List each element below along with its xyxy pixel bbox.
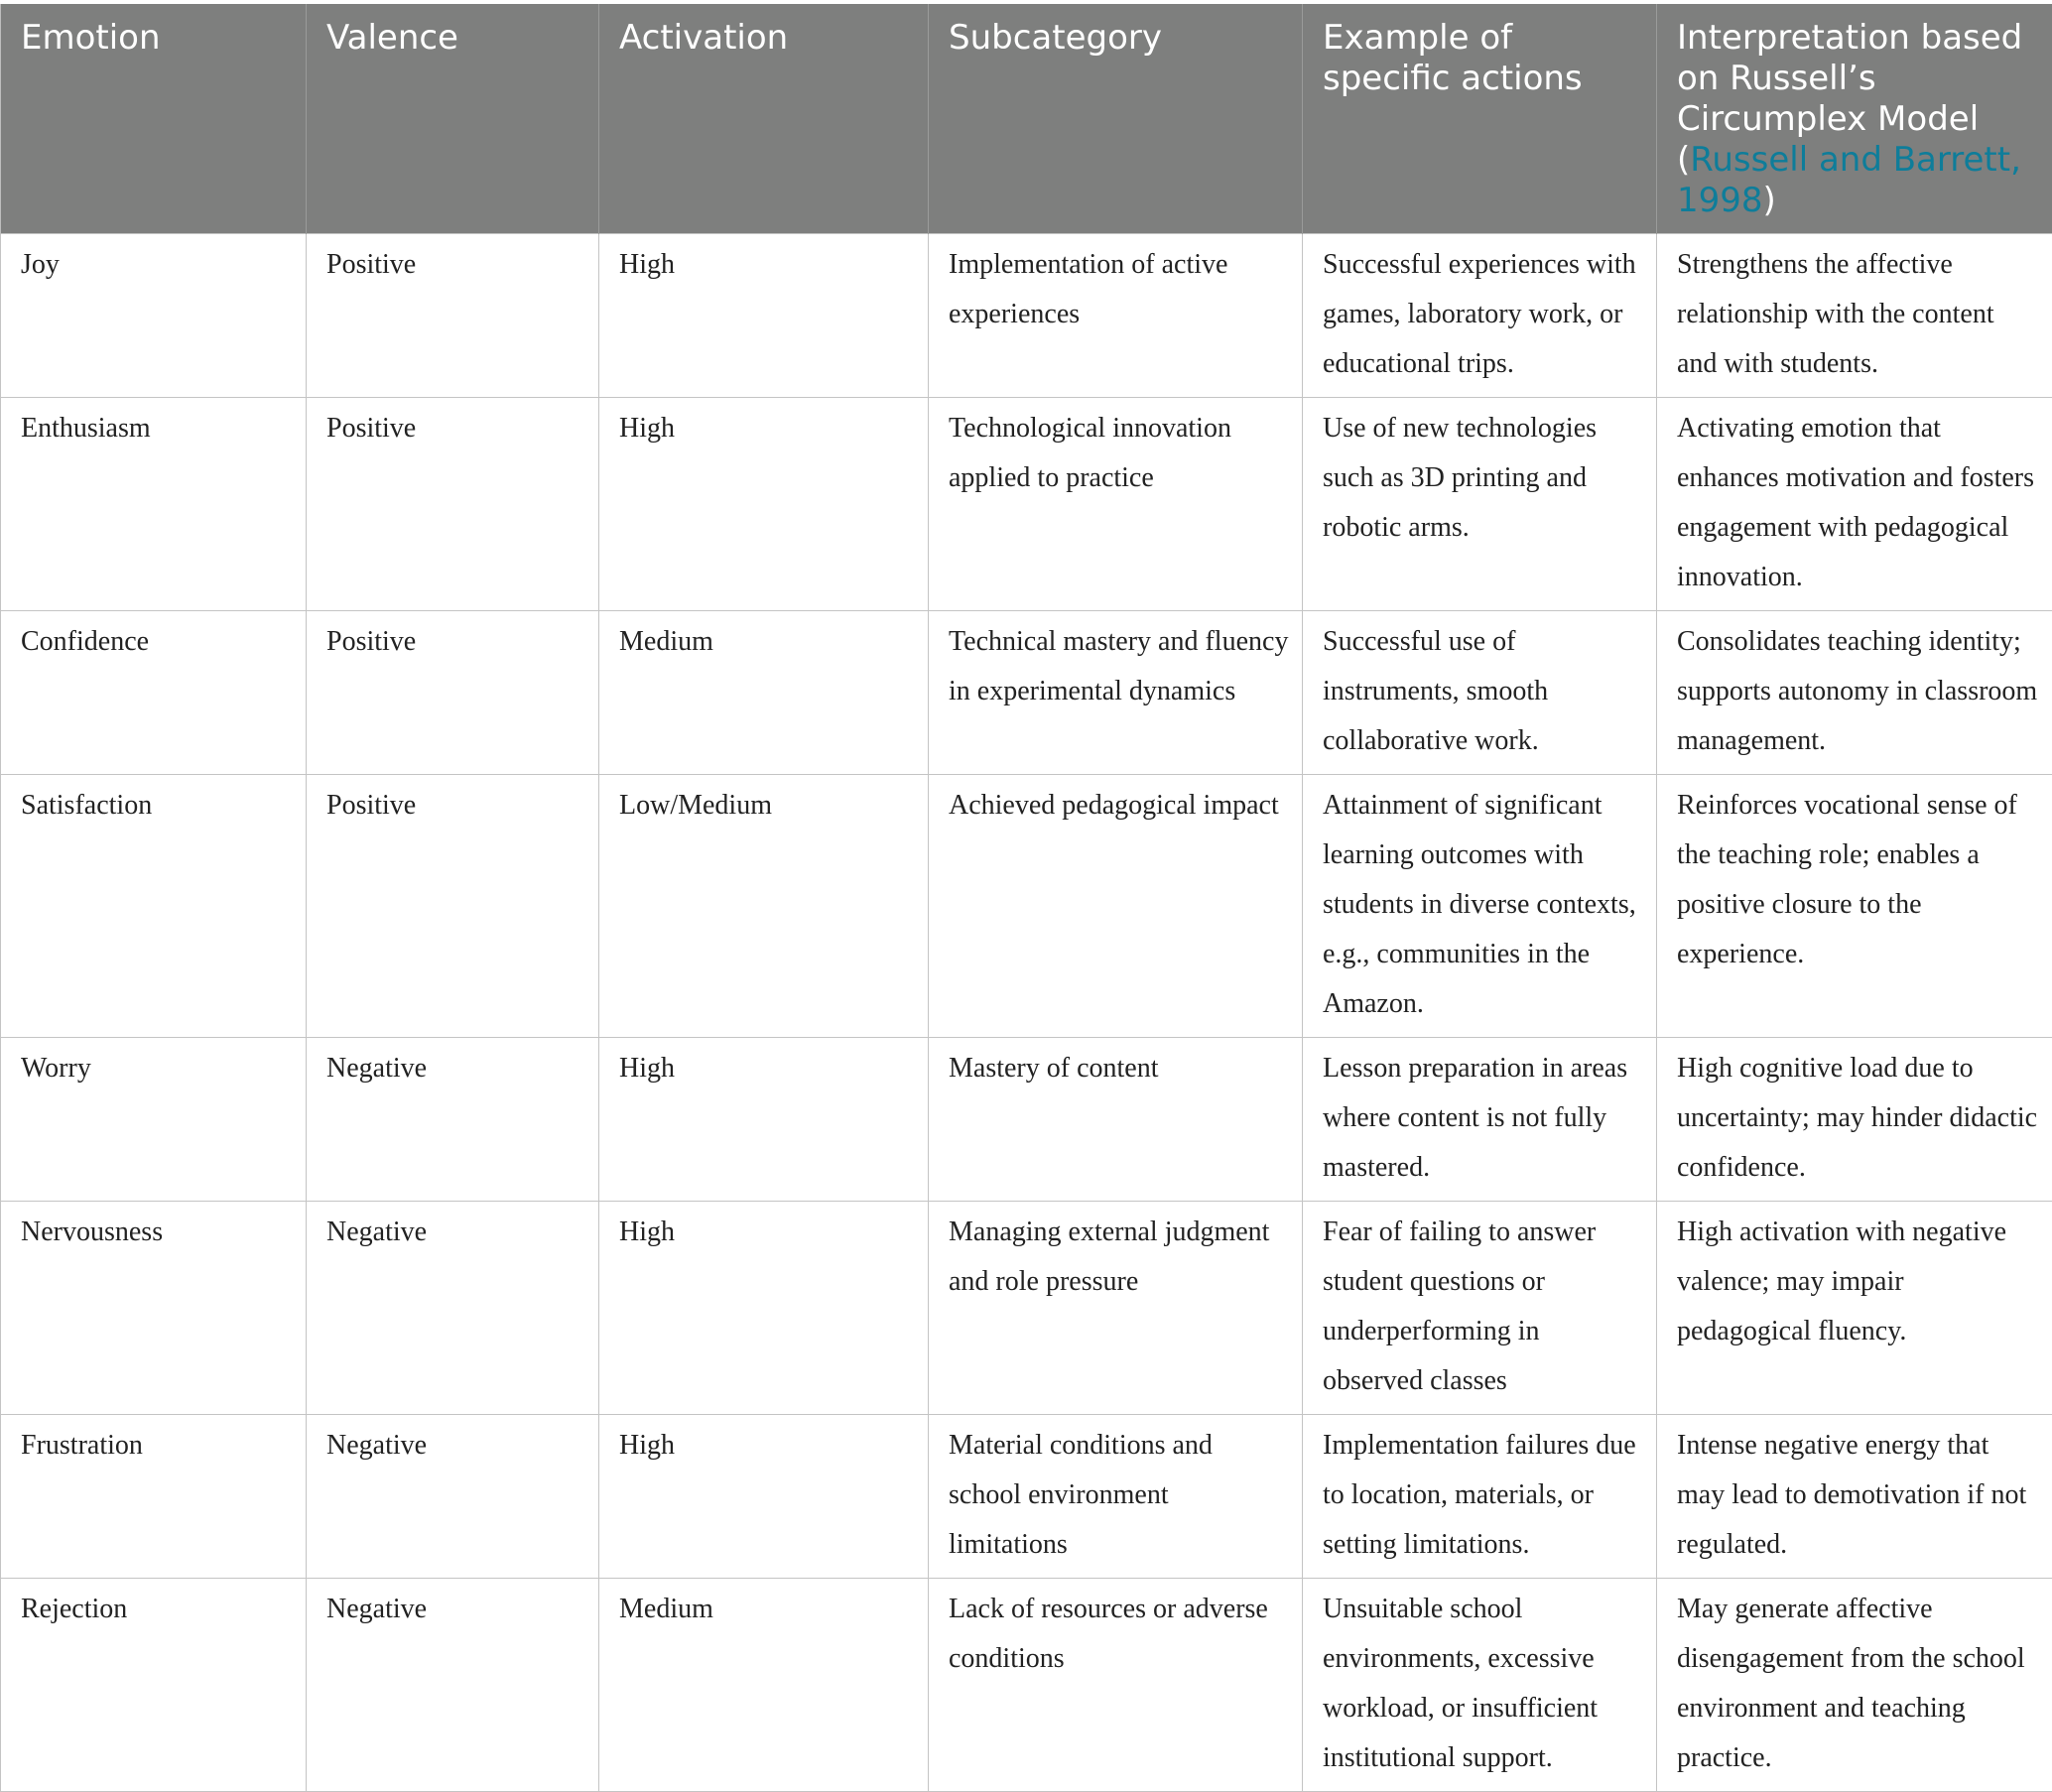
cell-subcategory: Technological innovation applied to practice	[929, 398, 1303, 611]
table-row	[1, 1579, 2052, 1792]
table-row	[1, 1038, 2052, 1202]
table-row	[1, 775, 2052, 1038]
cell-valence: Negative	[307, 1415, 599, 1579]
cell-activation: Low/Medium	[599, 775, 929, 1038]
cell-example: Lesson preparation in areas where content is not fully mastered.	[1303, 1038, 1657, 1202]
cell-interpretation: Intense negative energy that may lead to demotivation if not regulated.	[1657, 1415, 2052, 1579]
cell-example: Unsuitable school environments, excessive workload, or insufficient institutional support.	[1303, 1579, 1657, 1792]
header-example: Example of specific actions	[1303, 4, 1657, 234]
cell-subcategory: Technical mastery and fluency in experimental dynamics	[929, 611, 1303, 775]
cell-interpretation: Activating emotion that enhances motivation and fosters engagement with pedagogical innovation.	[1657, 398, 2052, 611]
cell-valence: Positive	[307, 398, 599, 611]
cell-emotion: Satisfaction	[1, 775, 307, 1038]
cell-example: Fear of failing to answer student questions or underperforming in observed classes	[1303, 1202, 1657, 1415]
cell-activation: Medium	[599, 1579, 929, 1792]
table-body	[1, 234, 2052, 1792]
cell-subcategory: Managing external judgment and role pressure	[929, 1202, 1303, 1415]
table-row	[1, 234, 2052, 398]
header-valence: Valence	[307, 4, 599, 234]
citation-link[interactable]: Russell and Barrett, 1998	[1677, 140, 2021, 220]
cell-emotion: Worry	[1, 1038, 307, 1202]
header-emotion: Emotion	[1, 4, 307, 234]
cell-valence: Positive	[307, 611, 599, 775]
cell-interpretation: High cognitive load due to uncertainty; may hinder didactic confidence.	[1657, 1038, 2052, 1202]
cell-valence: Negative	[307, 1202, 599, 1415]
emotions-table	[0, 4, 2052, 1792]
cell-subcategory: Mastery of content	[929, 1038, 1303, 1202]
table-row	[1, 398, 2052, 611]
header-interpretation-text: Interpretation based on Russell’s Circumplex Model (	[1677, 18, 2022, 180]
table-row	[1, 1202, 2052, 1415]
cell-example: Use of new technologies such as 3D printing and robotic arms.	[1303, 398, 1657, 611]
cell-emotion: Frustration	[1, 1415, 307, 1579]
cell-subcategory: Implementation of active experiences	[929, 234, 1303, 398]
header-subcategory: Subcategory	[929, 4, 1303, 234]
header-activation: Activation	[599, 4, 929, 234]
cell-activation: High	[599, 234, 929, 398]
cell-subcategory: Material conditions and school environment limitations	[929, 1415, 1303, 1579]
cell-example: Implementation failures due to location, materials, or setting limitations.	[1303, 1415, 1657, 1579]
table-row	[1, 1415, 2052, 1579]
cell-valence: Positive	[307, 234, 599, 398]
cell-subcategory: Lack of resources or adverse conditions	[929, 1579, 1303, 1792]
cell-valence: Positive	[307, 775, 599, 1038]
cell-interpretation: Reinforces vocational sense of the teaching role; enables a positive closure to the experience.	[1657, 775, 2052, 1038]
cell-interpretation: May generate affective disengagement from the school environment and teaching practice.	[1657, 1579, 2052, 1792]
cell-subcategory: Achieved pedagogical impact	[929, 775, 1303, 1038]
header-interpretation	[1657, 4, 2052, 234]
cell-activation: Medium	[599, 611, 929, 775]
cell-activation: High	[599, 1202, 929, 1415]
cell-emotion: Confidence	[1, 611, 307, 775]
header-row	[1, 4, 2052, 234]
cell-emotion: Enthusiasm	[1, 398, 307, 611]
cell-interpretation: Consolidates teaching identity; supports autonomy in classroom management.	[1657, 611, 2052, 775]
cell-valence: Negative	[307, 1579, 599, 1792]
cell-example: Successful use of instruments, smooth collaborative work.	[1303, 611, 1657, 775]
cell-example: Attainment of significant learning outcomes with students in diverse contexts, e.g., communities in the Amazon.	[1303, 775, 1657, 1038]
cell-emotion: Joy	[1, 234, 307, 398]
header-interpretation-close: )	[1763, 181, 1776, 220]
cell-emotion: Rejection	[1, 1579, 307, 1792]
cell-valence: Negative	[307, 1038, 599, 1202]
cell-emotion: Nervousness	[1, 1202, 307, 1415]
cell-interpretation: Strengthens the affective relationship with the content and with students.	[1657, 234, 2052, 398]
cell-interpretation: High activation with negative valence; may impair pedagogical fluency.	[1657, 1202, 2052, 1415]
table-header	[1, 4, 2052, 234]
cell-activation: High	[599, 398, 929, 611]
cell-activation: High	[599, 1038, 929, 1202]
cell-activation: High	[599, 1415, 929, 1579]
cell-example: Successful experiences with games, laboratory work, or educational trips.	[1303, 234, 1657, 398]
table-row	[1, 611, 2052, 775]
